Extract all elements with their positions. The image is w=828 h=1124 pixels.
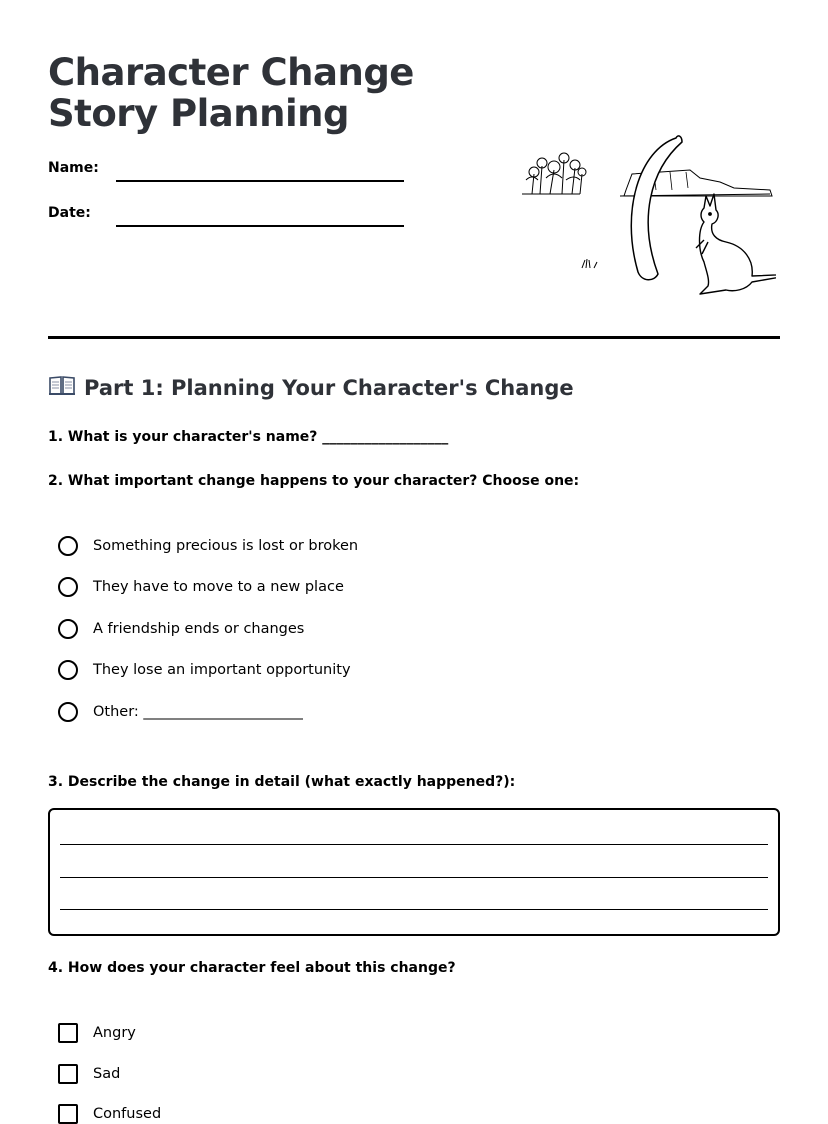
radio-button[interactable] xyxy=(58,577,78,597)
feeling-option[interactable]: Sad xyxy=(58,1064,120,1084)
change-option-other[interactable]: Other: ______________________ xyxy=(58,702,303,722)
part1-heading-text: Part 1: Planning Your Character's Change xyxy=(84,375,574,400)
change-option[interactable]: They lose an important opportunity xyxy=(58,660,351,680)
answer-line xyxy=(60,844,768,845)
change-description-box[interactable] xyxy=(48,808,780,936)
radio-button[interactable] xyxy=(58,536,78,556)
change-option[interactable]: A friendship ends or changes xyxy=(58,619,304,639)
change-option[interactable]: They have to move to a new place xyxy=(58,577,344,597)
date-field[interactable] xyxy=(116,225,404,227)
question-1: 1. What is your character's name? __________________ xyxy=(48,429,449,445)
answer-line xyxy=(60,909,768,910)
section-divider xyxy=(48,336,780,339)
radio-button[interactable] xyxy=(58,619,78,639)
feeling-option[interactable]: Confused xyxy=(58,1104,161,1124)
question-2: 2. What important change happens to your character? Choose one: xyxy=(48,473,580,489)
kangaroo-boomerang-illustration xyxy=(520,130,776,302)
feeling-option[interactable]: Angry xyxy=(58,1023,136,1043)
checkbox[interactable] xyxy=(58,1064,78,1084)
change-option[interactable]: Something precious is lost or broken xyxy=(58,536,358,556)
name-label: Name: xyxy=(48,160,99,176)
part1-heading xyxy=(48,374,574,401)
page-title: Character Change Story Planning xyxy=(48,51,414,135)
radio-button[interactable] xyxy=(58,660,78,680)
answer-line xyxy=(60,877,768,878)
book-icon xyxy=(48,374,76,401)
question-3: 3. Describe the change in detail (what exactly happened?): xyxy=(48,774,516,790)
checkbox[interactable] xyxy=(58,1023,78,1043)
name-field[interactable] xyxy=(116,180,404,182)
date-label: Date: xyxy=(48,205,91,221)
radio-button[interactable] xyxy=(58,702,78,722)
question-4: 4. How does your character feel about this change? xyxy=(48,960,456,976)
checkbox[interactable] xyxy=(58,1104,78,1124)
